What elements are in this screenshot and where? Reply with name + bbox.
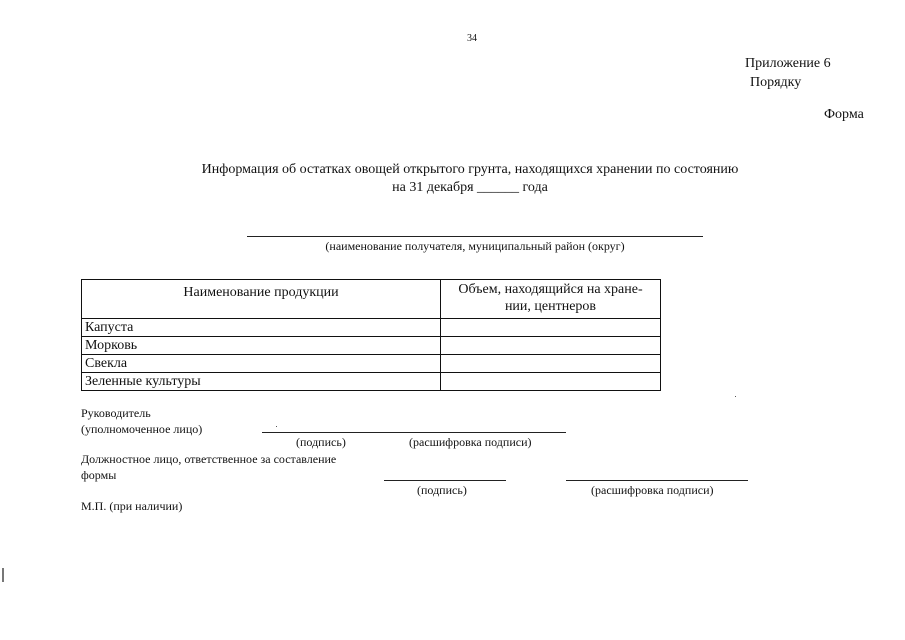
page-number: 34 [467, 33, 477, 44]
table-row [82, 337, 661, 355]
table-row [82, 355, 661, 373]
recipient-caption: (наименование получателя, муниципальный район (округ) [325, 239, 625, 253]
head-label-line-2: (уполномоченное лицо) [81, 422, 203, 436]
official-label-line-2: формы [81, 468, 117, 482]
scan-speck [276, 426, 277, 427]
official-label-line-1: Должностное лицо, ответственное за составление [81, 452, 337, 466]
scan-edge-mark [2, 568, 4, 582]
table-row [82, 319, 661, 337]
product-cell: Свекла [82, 355, 441, 373]
head-signature-caption: (подпись) [296, 435, 346, 449]
products-table [81, 279, 661, 391]
table-header-row [82, 280, 661, 319]
header-volume-line-1: Объем, находящийся на хране- [458, 282, 643, 297]
official-signature-line[interactable] [384, 480, 506, 481]
head-decode-caption: (расшифровка подписи) [409, 435, 532, 449]
official-label [81, 451, 336, 483]
product-cell: Капуста [82, 319, 441, 337]
official-decode-caption: (расшифровка подписи) [591, 483, 714, 497]
appendix-line-1: Приложение 6 [745, 56, 831, 71]
table-row [82, 373, 661, 391]
header-volume-line-2: нии, центнеров [504, 299, 597, 314]
header-volume [441, 280, 661, 319]
form-label: Форма [824, 107, 864, 122]
appendix-line-2: Порядку [750, 75, 802, 90]
title-line-1: Информация об остатках овощей открытого грунта, находящихся хранении по состоянию [201, 162, 739, 177]
product-cell: Зеленные культуры [82, 373, 441, 391]
appendix-reference [745, 54, 831, 92]
official-decode-line[interactable] [566, 480, 748, 481]
title-line-2: на 31 декабря ______ года [392, 180, 548, 195]
head-signature-line[interactable] [262, 432, 566, 433]
volume-cell[interactable] [441, 355, 661, 373]
volume-cell[interactable] [441, 373, 661, 391]
recipient-field-line[interactable] [247, 236, 703, 237]
volume-cell[interactable] [441, 319, 661, 337]
official-signature-caption: (подпись) [417, 483, 467, 497]
stamp-note: М.П. (при наличии) [81, 499, 183, 513]
volume-cell[interactable] [441, 337, 661, 355]
head-label-line-1: Руководитель [81, 406, 151, 420]
header-product-name: Наименование продукции [82, 280, 441, 319]
document-title [0, 161, 905, 197]
scan-speck [735, 396, 736, 397]
head-label [81, 405, 202, 437]
product-cell: Морковь [82, 337, 441, 355]
